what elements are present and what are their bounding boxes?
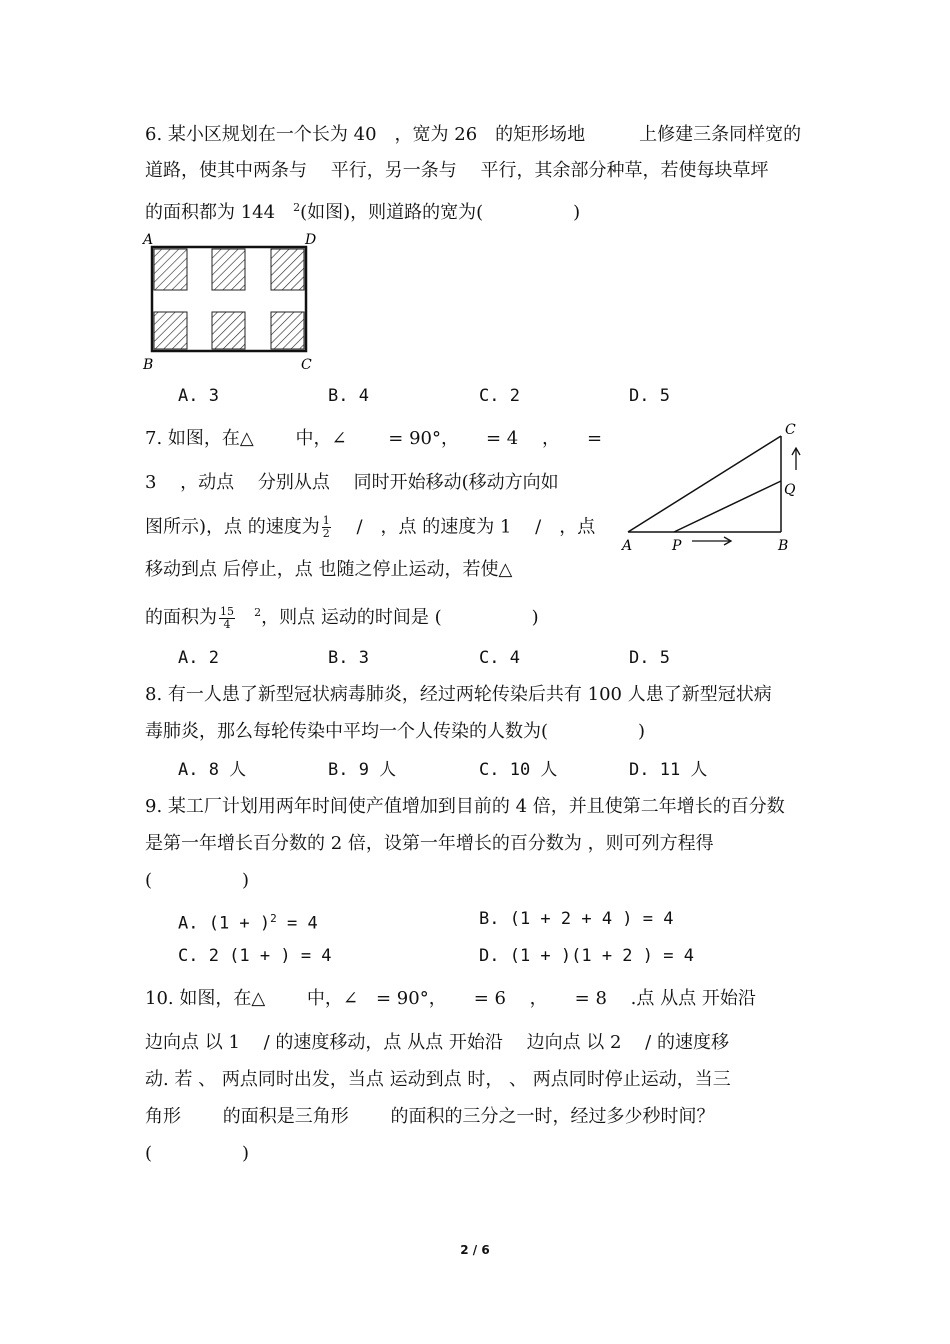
page-number: 2 / 6 [460, 1243, 490, 1257]
q7-option-a: A. 2 [178, 648, 219, 668]
q6-label-b: B [143, 357, 154, 373]
q6-label-c: C [301, 357, 312, 373]
q9-option-b: B. (1 + 2 + 4 ) = 4 [479, 909, 674, 929]
q8-option-b: B. 9 人 [328, 760, 397, 780]
q8-line-1: 8. 有一人患了新型冠状病毒肺炎，经过两轮传染后共有 100 人患了新型冠状病 [145, 684, 772, 705]
q6-option-c: C. 2 [479, 386, 520, 406]
q8-option-a: A. 8 人 [178, 760, 247, 780]
q9-line-3: ( ) [145, 870, 250, 891]
q9-option-c: C. 2 (1 + ) = 4 [178, 946, 332, 966]
q10-line-5: ( ) [145, 1143, 250, 1164]
q6-line-1: 6. 某小区规划在一个长为 40 ，宽为 26 的矩形场地 上修建三条同样宽的 [145, 124, 802, 145]
q9-option-a: A. $(1 + )^2 = 4$ [178, 912, 318, 934]
q7-figure-triangle [618, 418, 808, 556]
q6-option-b: B. 4 [328, 386, 369, 406]
q6-line-3: 的面积都为 144 $^2$(如图)，则道路的宽为( ) [145, 201, 581, 223]
q10-line-1: 10. 如图，在△ 中，∠ = 90°， = 6 ， = 8 .点 从点 开始沿 [145, 988, 756, 1009]
q7-option-d: D. 5 [629, 648, 670, 668]
q7-line-4: 移动到点 后停止，点 也随之停止运动，若使△ [145, 559, 513, 580]
q6-option-a: A. 3 [178, 386, 219, 406]
q7-option-b: B. 3 [328, 648, 369, 668]
q10-line-2: 边向点 以 1 / 的速度移动，点 从点 开始沿 边向点 以 2 / 的速度移 [145, 1032, 729, 1053]
q7-line-3: 图所示)，点 的速度为 $\frac{1}{2}$ / ，点 的速度为 1 / ，点 [145, 514, 596, 540]
q9-line-1: 9. 某工厂计划用两年时间使产值增加到目前的 4 倍，并且使第二年增长的百分数 [145, 796, 785, 817]
q8-option-d: D. 11 人 [629, 760, 708, 780]
q7-label-a: A [622, 538, 633, 554]
q10-line-4: 角形 的面积是三角形 的面积的三分之一时，经过多少秒时间？ [145, 1106, 715, 1127]
q7-line-1: 7. 如图，在△ 中，∠ = 90°， = 4 ， = [145, 428, 603, 449]
q6-label-a: A [143, 232, 154, 248]
q7-label-c: C [785, 422, 796, 438]
q7-line-2: 3 ，动点 分别从点 同时开始移动(移动方向如 [145, 472, 559, 493]
q8-option-c: C. 10 人 [479, 760, 558, 780]
q7-label-q: Q [784, 482, 796, 498]
q6-label-d: D [305, 232, 317, 248]
q9-line-2: 是第一年增长百分数的 2 倍，设第一年增长的百分数为 ，则可列方程得 [145, 833, 714, 854]
q6-figure-rectangle-field [140, 228, 330, 376]
q7-label-p: P [672, 538, 682, 554]
q6-line-2: 道路，使其中两条与 平行，另一条与 平行，其余部分种草，若使每块草坪 [145, 160, 769, 181]
q10-line-3: 动. 若 、 两点同时出发，当点 运动到点 时， 、 两点同时停止运动，当三 [145, 1069, 731, 1090]
q8-line-2: 毒肺炎，那么每轮传染中平均一个人传染的人数为( ) [145, 721, 646, 742]
q9-option-d: D. (1 + )(1 + 2 ) = 4 [479, 946, 694, 966]
q7-line-5: 的面积为 $\frac{15}{4}$ $^2$，则点 运动的时间是 ( ) [145, 604, 539, 631]
q7-label-b: B [778, 538, 789, 554]
q7-option-c: C. 4 [479, 648, 520, 668]
q6-option-d: D. 5 [629, 386, 670, 406]
